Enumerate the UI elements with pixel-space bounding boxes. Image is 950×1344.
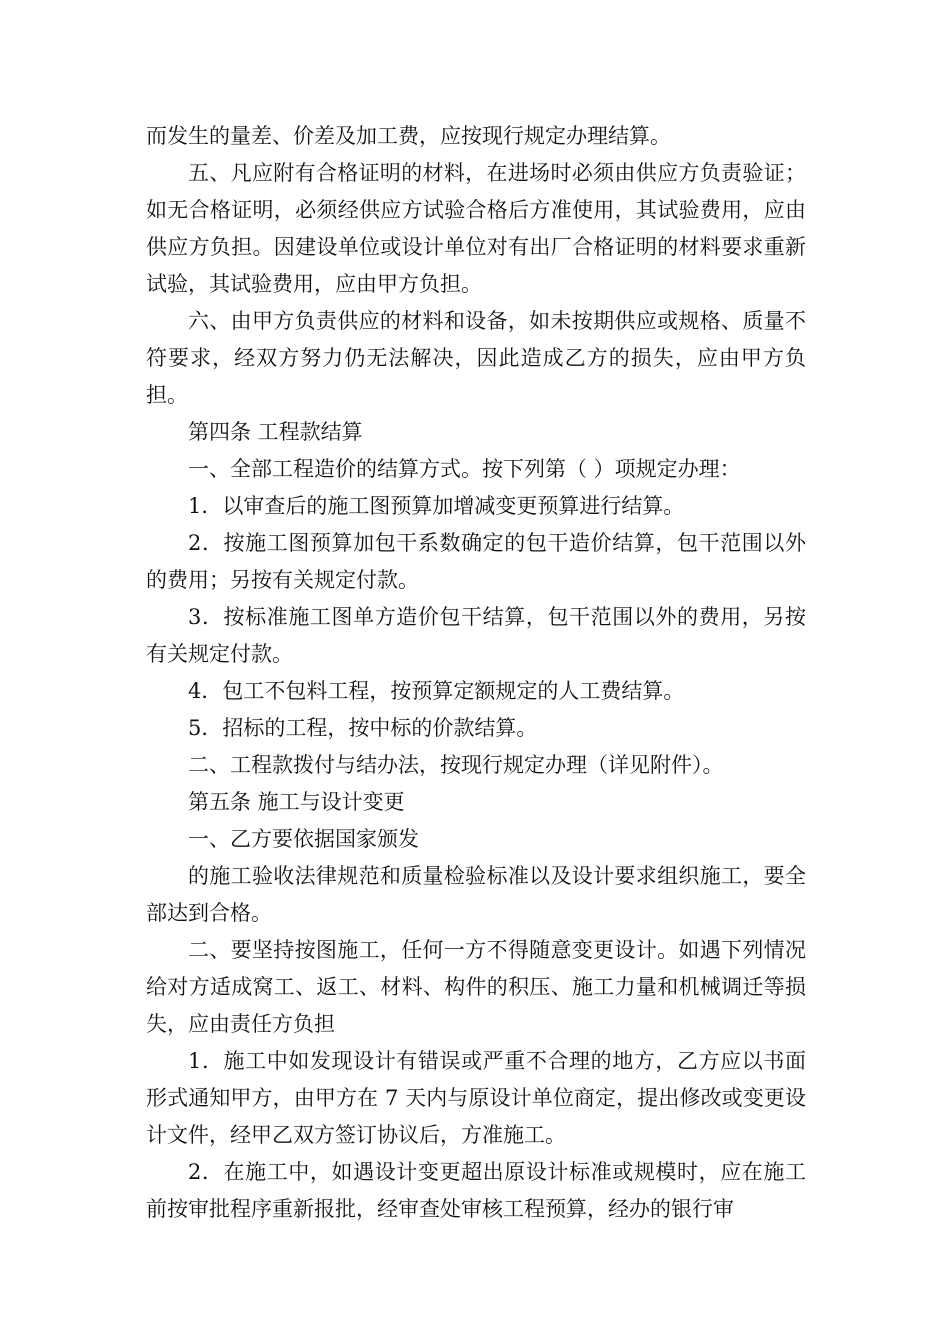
paragraph-price-difference: 而发生的量差、价差及加工费，应按现行规定办理结算。	[146, 124, 671, 148]
article-5-heading: 第五条 施工与设计变更	[188, 790, 405, 814]
paragraph-national-standards: 一、乙方要依据国家颁发	[188, 827, 419, 851]
paragraph-construction-acceptance: 的施工验收法律规范和质量检验标准以及设计要求组织施工，要全部达到合格。	[146, 864, 806, 925]
list-item-design-change: 2．在施工中，如遇设计变更超出原设计标准或规模时，应在施工前按审批程序重新报批，经审查处审核工程预算，经办的银行审	[146, 1160, 806, 1221]
article-4-heading: 第四条 工程款结算	[188, 420, 363, 444]
paragraph-follow-drawings: 二、要坚持按图施工，任何一方不得随意变更设计。如遇下列情况给对方适成窝工、返工、材料、构件的积压、施工力量和机械调迁等损失，应由责任方负担	[146, 938, 806, 1036]
list-item-5: 5．招标的工程，按中标的价款结算。	[188, 716, 538, 740]
list-item-design-error: 1．施工中如发现设计有错误或严重不合理的地方，乙方应以书面形式通知甲方，由甲方在 7 天内与原设计单位商定，提出修改或变更设计文件，经甲乙双方签订协议后，方准施工。	[146, 1049, 806, 1147]
list-item-2: 2．按施工图预算加包干系数确定的包干造价结算，包干范围以外的费用；另按有关规定付款。	[146, 531, 806, 592]
list-item-1: 1．以审查后的施工图预算加增减变更预算进行结算。	[188, 494, 685, 518]
list-item-3: 3．按标准施工图单方造价包干结算，包干范围以外的费用，另按有关规定付款。	[146, 605, 806, 666]
paragraph-item-5-certificates: 五、凡应附有合格证明的材料，在进场时必须由供应方负责验证；如无合格证明，必须经供应方试验合格后方准使用，其试验费用，应由供应方负担。因建设单位或设计单位对有出厂合格证明的材料要求重新试验，其试验费用，应由甲方负担。	[146, 161, 806, 296]
document-body	[146, 118, 806, 1228]
paragraph-settlement-method: 一、全部工程造价的结算方式。按下列第（ ）项规定办理：	[188, 457, 741, 481]
paragraph-item-6-supply: 六、由甲方负责供应的材料和设备，如未按期供应或规格、质量不符要求，经双方努力仍无法解决，因此造成乙方的损失，应由甲方负担。	[146, 309, 806, 407]
list-item-4: 4．包工不包料工程，按预算定额规定的人工费结算。	[188, 679, 685, 703]
paragraph-payment-method: 二、工程款拨付与结办法，按现行规定办理（详见附件）。	[188, 753, 724, 777]
